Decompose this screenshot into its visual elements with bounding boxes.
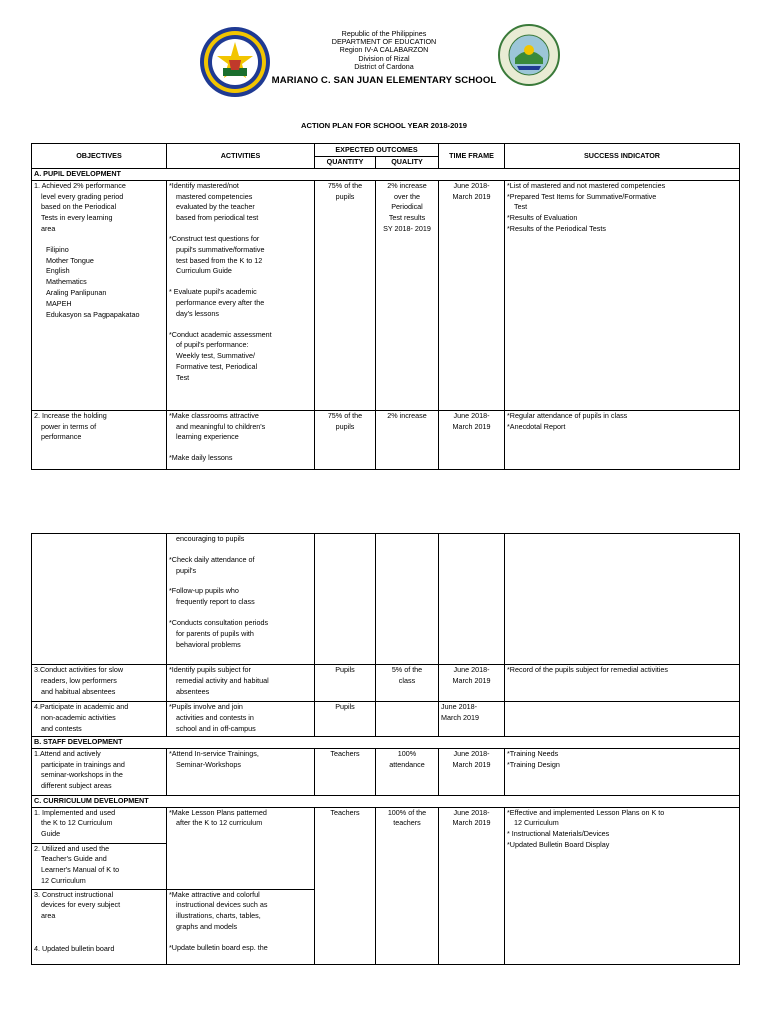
time-frame-cell bbox=[439, 180, 505, 410]
objective-cell bbox=[32, 180, 167, 410]
text-line: 1. Achieved 2% performance bbox=[34, 180, 126, 190]
quality-cell bbox=[376, 410, 439, 469]
text-line: devices for every subject bbox=[41, 900, 121, 910]
time-frame-cell bbox=[439, 410, 505, 469]
header-line-region: Region IV-A CALABARZON bbox=[339, 45, 429, 55]
quality-cell bbox=[376, 180, 439, 410]
table-row bbox=[32, 748, 740, 795]
text-line: the K to 12 Curriculum bbox=[41, 818, 113, 828]
text-line: learning experience bbox=[176, 432, 239, 442]
text-line: Guide bbox=[41, 829, 61, 839]
text-line: of pupil's performance: bbox=[176, 340, 249, 350]
section-pupil-development: A. PUPIL DEVELOPMENT bbox=[32, 169, 740, 181]
header-success-indicator: SUCCESS INDICATOR bbox=[505, 144, 740, 169]
quantity-cell bbox=[315, 748, 376, 795]
text-line: class bbox=[398, 675, 416, 685]
text-line: June 2018- bbox=[453, 807, 490, 817]
quantity-cell bbox=[315, 665, 376, 702]
quality-cell bbox=[376, 807, 439, 964]
text-line: and habitual absentees bbox=[41, 686, 116, 696]
section-curriculum-development: C. CURRICULUM DEVELOPMENT bbox=[32, 795, 740, 807]
text-line: over the bbox=[394, 191, 420, 201]
text-line: Seminar-Workshops bbox=[176, 759, 241, 769]
quantity-cell bbox=[315, 702, 376, 737]
text-line: *Identify mastered/not bbox=[169, 180, 239, 190]
text-line: *Conducts consultation periods bbox=[169, 617, 269, 627]
text-line: *Identify pupils subject for bbox=[169, 665, 251, 674]
text-line: participate in trainings and bbox=[41, 759, 125, 769]
text-line: non-academic activities bbox=[41, 712, 116, 722]
quantity-cell bbox=[315, 180, 376, 410]
text-line: absentees bbox=[176, 686, 210, 696]
text-line: Weekly test, Summative/ bbox=[176, 351, 255, 361]
success-indicator-cell bbox=[505, 702, 740, 737]
text-line: March 2019 bbox=[441, 712, 479, 722]
text-line: 12 Curriculum bbox=[514, 818, 559, 828]
text-line: June 2018- bbox=[453, 180, 490, 190]
objective-cell bbox=[32, 807, 167, 843]
action-plan-table-part-1 bbox=[31, 143, 740, 470]
text-line: *Regular attendance of pupils in class bbox=[507, 410, 628, 420]
text-line: March 2019 bbox=[452, 675, 491, 685]
text-line: area bbox=[41, 223, 56, 233]
time-frame-cell bbox=[439, 807, 505, 964]
text-line: 5% of the bbox=[391, 665, 423, 674]
objective-cell bbox=[32, 889, 167, 964]
header-line-republic: Republic of the Philippines bbox=[341, 29, 427, 38]
text-line: Test bbox=[514, 202, 528, 212]
objective-cell bbox=[32, 843, 167, 889]
text-line: 12 Curriculum bbox=[41, 875, 86, 885]
text-line: 3.Conduct activities for slow bbox=[34, 665, 124, 674]
text-line: *Updated Bulletin Board Display bbox=[507, 839, 610, 849]
text-line: June 2018- bbox=[453, 665, 490, 674]
text-line: *Follow-up pupils who bbox=[169, 586, 239, 596]
text-line: March 2019 bbox=[452, 759, 491, 769]
text-line: 2% increase bbox=[387, 180, 427, 190]
text-line: seminar-workshops in the bbox=[41, 770, 123, 780]
text-line: area bbox=[41, 911, 56, 921]
activities-cell bbox=[167, 180, 315, 410]
subject-item: MAPEH bbox=[46, 298, 72, 308]
header-time-frame: TIME FRAME bbox=[439, 144, 505, 169]
text-line: attendance bbox=[389, 759, 425, 769]
text-line: Teachers bbox=[330, 748, 360, 758]
text-line: Teacher's Guide and bbox=[41, 854, 107, 864]
text-line: *Make classrooms attractive bbox=[169, 410, 259, 420]
text-line: *Training Design bbox=[507, 759, 560, 769]
subject-item: Araling Panlipunan bbox=[46, 287, 107, 297]
text-line: encouraging to pupils bbox=[176, 534, 245, 543]
table-row bbox=[32, 665, 740, 702]
text-line: June 2018- bbox=[453, 748, 490, 758]
activities-cell bbox=[167, 807, 315, 889]
text-line: *Pupils involve and join bbox=[169, 702, 243, 711]
success-indicator-cell bbox=[505, 180, 740, 410]
time-frame-cell bbox=[439, 748, 505, 795]
header-quantity: QUANTITY bbox=[315, 157, 376, 169]
text-line: SY 2018- 2019 bbox=[383, 223, 431, 233]
quantity-cell bbox=[315, 410, 376, 469]
text-line: frequently report to class bbox=[176, 597, 255, 607]
quality-cell bbox=[376, 702, 439, 737]
activities-cell bbox=[167, 702, 315, 737]
text-line: *Anecdotal Report bbox=[507, 421, 566, 431]
subject-item: Mathematics bbox=[46, 277, 87, 287]
text-line: *Construct test questions for bbox=[169, 233, 260, 243]
text-line: and meaningful to children's bbox=[176, 421, 266, 431]
text-line: 4.Participate in academic and bbox=[34, 702, 129, 711]
deped-seal-icon bbox=[199, 26, 271, 98]
text-line: remedial activity and habitual bbox=[176, 675, 269, 685]
document-header bbox=[0, 0, 768, 130]
subject-item: Mother Tongue bbox=[46, 255, 94, 265]
text-line: power in terms of bbox=[41, 421, 97, 431]
objective-cell bbox=[32, 665, 167, 702]
text-line: *Effective and implemented Lesson Plans on K to bbox=[507, 807, 665, 817]
text-line: 3. Construct instructional bbox=[34, 889, 114, 899]
text-line: June 2018- bbox=[441, 702, 477, 711]
text-line: *Results of the Periodical Tests bbox=[507, 223, 606, 233]
subject-item: English bbox=[46, 266, 70, 276]
text-line: behavioral problems bbox=[176, 639, 241, 649]
text-line: pupils bbox=[335, 191, 355, 201]
time-frame-cell bbox=[439, 665, 505, 702]
success-indicator-cell bbox=[505, 748, 740, 795]
text-line: 75% of the bbox=[327, 410, 363, 420]
text-line: *Make attractive and colorful bbox=[169, 889, 260, 899]
activities-cell bbox=[167, 748, 315, 795]
success-indicator-cell bbox=[505, 534, 740, 665]
activities-cell bbox=[167, 889, 315, 964]
text-line: March 2019 bbox=[452, 818, 491, 828]
text-line: 4. Updated bulletin board bbox=[34, 943, 115, 953]
text-line: *Attend In-service Trainings, bbox=[169, 748, 259, 758]
text-line: level every grading period bbox=[41, 191, 124, 201]
text-line: *Make Lesson Plans patterned bbox=[169, 807, 267, 817]
text-line: Test results bbox=[388, 213, 426, 223]
header-activities: ACTIVITIES bbox=[167, 144, 315, 169]
text-line: day's lessons bbox=[176, 308, 219, 318]
success-indicator-cell bbox=[505, 807, 740, 964]
table-row bbox=[32, 702, 740, 737]
subject-item: Edukasyon sa Pagpapakatao bbox=[46, 309, 140, 319]
table-row bbox=[32, 180, 740, 410]
action-plan-table-part-2 bbox=[31, 533, 740, 965]
text-line: *List of mastered and not mastered competencies bbox=[507, 180, 666, 190]
table-row bbox=[32, 534, 740, 665]
activities-cell bbox=[167, 665, 315, 702]
text-line: Formative test, Periodical bbox=[176, 361, 258, 371]
text-line: test based from the K to 12 bbox=[176, 255, 263, 265]
text-line: based from periodical test bbox=[176, 213, 259, 223]
text-line: performance bbox=[41, 432, 82, 442]
text-line: and contests bbox=[41, 723, 82, 733]
header-line-district: District of Cardona bbox=[354, 61, 414, 71]
text-line: 2. Increase the holding bbox=[34, 410, 107, 420]
quality-cell bbox=[376, 665, 439, 702]
objective-cell bbox=[32, 702, 167, 737]
table-row bbox=[32, 807, 740, 843]
quality-cell bbox=[376, 748, 439, 795]
text-line: 100% bbox=[397, 748, 417, 758]
text-line: 2. Utilized and used the bbox=[34, 843, 110, 853]
text-line: illustrations, charts, tables, bbox=[176, 911, 261, 921]
text-line: Periodical bbox=[391, 202, 423, 212]
text-line: mastered competencies bbox=[176, 191, 253, 201]
text-line: Test bbox=[176, 372, 190, 382]
text-line: Pupils bbox=[335, 702, 355, 711]
text-line: activities and contests in bbox=[176, 712, 254, 722]
text-line: Curriculum Guide bbox=[176, 266, 232, 276]
activities-cell bbox=[167, 410, 315, 469]
success-indicator-cell bbox=[505, 410, 740, 469]
text-line: March 2019 bbox=[452, 191, 491, 201]
text-line: teachers bbox=[393, 818, 421, 828]
text-line: pupils bbox=[335, 421, 355, 431]
text-line: March 2019 bbox=[452, 421, 491, 431]
text-line: 75% of the bbox=[327, 180, 363, 190]
subject-item: Filipino bbox=[46, 244, 69, 254]
header-objectives: OBJECTIVES bbox=[32, 144, 167, 169]
text-line: different subject areas bbox=[41, 781, 112, 791]
text-line: instructional devices such as bbox=[176, 900, 268, 910]
text-line: after the K to 12 curriculum bbox=[176, 818, 263, 828]
text-line: Pupils bbox=[335, 665, 355, 674]
table-row bbox=[32, 410, 740, 469]
text-line: *Make daily lessons bbox=[169, 453, 233, 463]
activities-cell bbox=[167, 534, 315, 665]
text-line: *Update bulletin board esp. the bbox=[169, 942, 268, 952]
text-line: performance every after the bbox=[176, 297, 265, 307]
quality-cell bbox=[376, 534, 439, 665]
header-quality: QUALITY bbox=[376, 157, 439, 169]
text-line: readers, low performers bbox=[41, 675, 117, 685]
section-staff-development: B. STAFF DEVELOPMENT bbox=[32, 737, 740, 749]
text-line: *Conduct academic assessment bbox=[169, 329, 272, 339]
text-line: *Record of the pupils subject for remedial activities bbox=[507, 665, 668, 674]
text-line: 2% increase bbox=[387, 410, 427, 420]
text-line: evaluated by the teacher bbox=[176, 202, 255, 212]
text-line: based on the Periodical bbox=[41, 202, 117, 212]
time-frame-cell bbox=[439, 702, 505, 737]
objective-cell bbox=[32, 410, 167, 469]
text-line: *Check daily attendance of bbox=[169, 554, 255, 564]
text-line: * Evaluate pupil's academic bbox=[169, 287, 257, 297]
text-line: *Training Needs bbox=[507, 748, 559, 758]
text-line: school and in off-campus bbox=[176, 723, 256, 733]
text-line: for parents of pupils with bbox=[176, 628, 254, 638]
text-line: 100% of the bbox=[387, 807, 427, 817]
text-line: Teachers bbox=[330, 807, 360, 817]
text-line: pupil's summative/formative bbox=[176, 244, 265, 254]
text-line: pupil's bbox=[176, 565, 197, 575]
text-line: Tests in every learning bbox=[41, 213, 113, 223]
text-line: *Prepared Test Items for Summative/Formative bbox=[507, 191, 657, 201]
time-frame-cell bbox=[439, 534, 505, 665]
text-line: June 2018- bbox=[453, 410, 490, 420]
text-line: 1. Implemented and used bbox=[34, 807, 116, 817]
objective-cell bbox=[32, 748, 167, 795]
text-line: 1.Attend and actively bbox=[34, 748, 101, 758]
text-line: Learner's Manual of K to bbox=[41, 865, 120, 875]
municipal-seal-icon bbox=[498, 24, 560, 86]
quantity-cell bbox=[315, 534, 376, 665]
header-agency-lines bbox=[270, 30, 498, 71]
objective-cell bbox=[32, 534, 167, 665]
school-name: MARIANO C. SAN JUAN ELEMENTARY SCHOOL bbox=[271, 75, 497, 86]
plan-title: ACTION PLAN FOR SCHOOL YEAR 2018-2019 bbox=[301, 121, 467, 130]
text-line: graphs and models bbox=[176, 921, 238, 931]
header-expected-outcomes: EXPECTED OUTCOMES bbox=[315, 144, 439, 157]
text-line: *Results of Evaluation bbox=[507, 213, 578, 223]
text-line: * Instructional Materials/Devices bbox=[507, 829, 610, 839]
header-line-deped: DEPARTMENT OF EDUCATION bbox=[331, 37, 437, 47]
success-indicator-cell bbox=[505, 665, 740, 702]
quantity-cell bbox=[315, 807, 376, 964]
header-line-division: Division of Rizal bbox=[358, 53, 410, 63]
